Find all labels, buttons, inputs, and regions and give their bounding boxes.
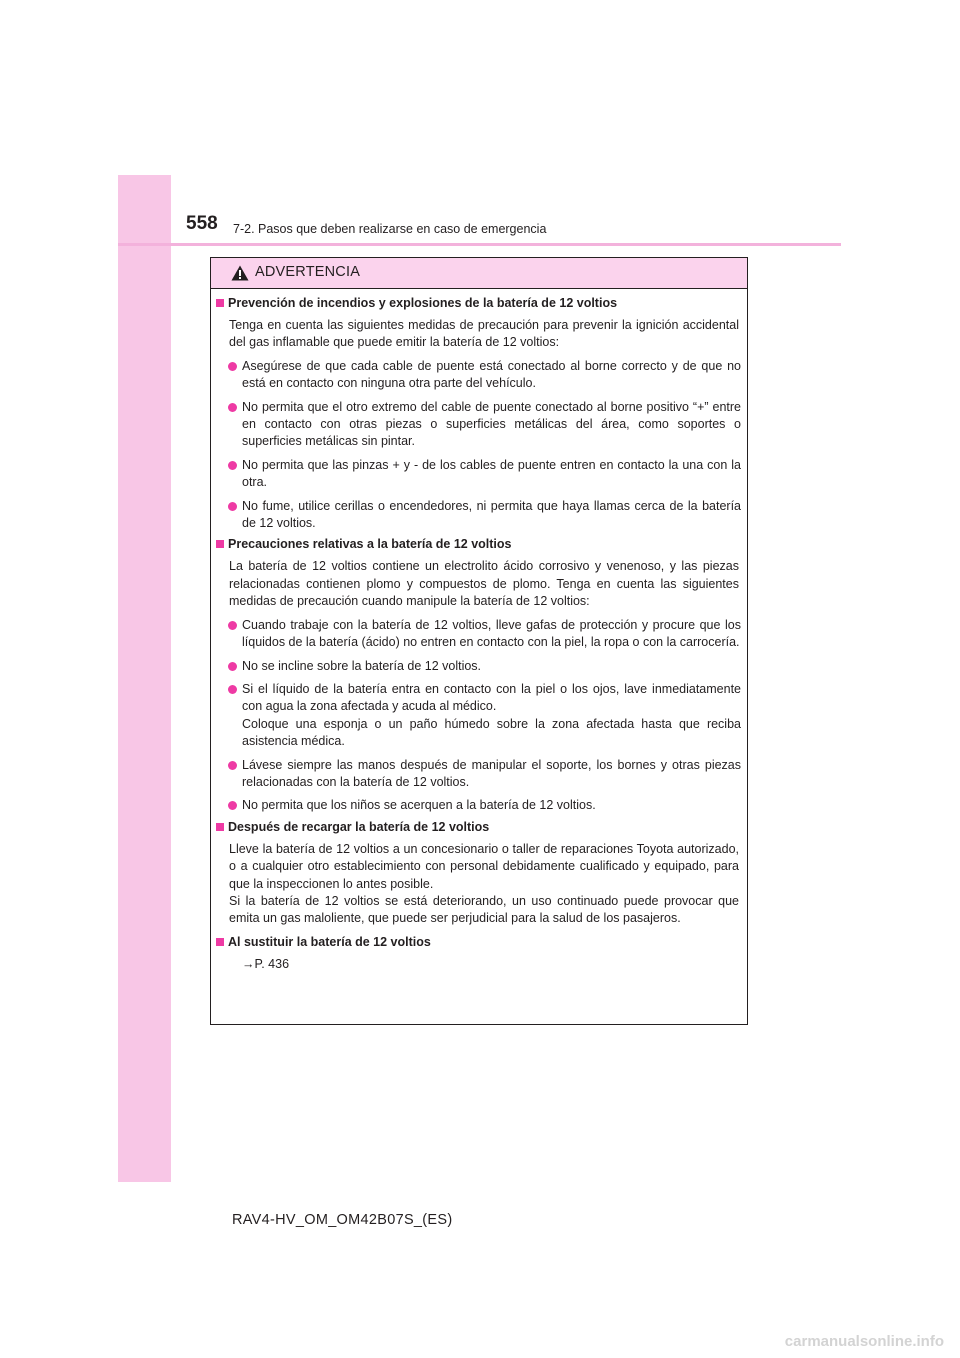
square-bullet-icon xyxy=(216,540,224,548)
circle-bullet-icon xyxy=(228,621,237,630)
list-item: No permita que los niños se acerquen a la batería de 12 voltios. xyxy=(211,797,747,814)
circle-bullet-icon xyxy=(228,761,237,770)
warning-box xyxy=(210,257,748,1025)
circle-bullet-icon xyxy=(228,801,237,810)
list-item: No fume, utilice cerillas o encendedores, ni permita que haya llamas cerca de la batería de 12 voltios. xyxy=(211,498,747,533)
watermark: carmanualsonline.info xyxy=(784,1333,944,1350)
section-body: Lleve la batería de 12 voltios a un concesionario o taller de reparaciones Toyota autorizado, o a cualquier otro establecimiento con personal debidamente cualificado y equipado, para que la inspeccionen lo antes posible. Si la batería de 12 voltios se está deteriorando, un uso continuado puede provocar que emita un gas maloliente, que puede ser perjudicial para la salud de los pasajeros. xyxy=(229,841,739,926)
circle-bullet-icon xyxy=(228,502,237,511)
circle-bullet-icon xyxy=(228,362,237,371)
warning-title: ADVERTENCIA xyxy=(255,264,361,280)
page-reference-link[interactable]: →P. 436 xyxy=(242,956,290,971)
side-band xyxy=(118,175,171,1182)
warning-triangle-icon xyxy=(231,265,249,281)
list-item: Si el líquido de la batería entra en contacto con la piel o los ojos, lave inmediatamente con agua la zona afectada y acuda al médico. Coloque una esponja o un paño húmedo sobre la zona afectada hasta que reciba asistencia médica. xyxy=(211,681,747,751)
list-item: No se incline sobre la batería de 12 voltios. xyxy=(211,658,747,675)
list-item: Asegúrese de que cada cable de puente está conectado al borne correcto y de que no está en contacto con ninguna otra parte del vehículo. xyxy=(211,358,747,393)
page-number: 558 xyxy=(186,213,218,234)
square-bullet-icon xyxy=(216,938,224,946)
circle-bullet-icon xyxy=(228,662,237,671)
section-heading: Prevención de incendios y explosiones de la batería de 12 voltios xyxy=(211,295,747,312)
list-item: No permita que el otro extremo del cable de puente conectado al borne positivo “+” entre en contacto con otras piezas o superficies metálicas del área, como soportes o superficies metálicas sin pintar. xyxy=(211,399,747,451)
warning-header xyxy=(211,258,747,289)
list-item: Cuando trabaje con la batería de 12 voltios, lleve gafas de protección y procure que los líquidos de la batería (ácido) no entren en contacto con la piel, la ropa o con la carrocería. xyxy=(211,617,747,652)
square-bullet-icon xyxy=(216,823,224,831)
section-heading: Precauciones relativas a la batería de 12 voltios xyxy=(211,536,747,553)
section-title: 7-2. Pasos que deben realizarse en caso de emergencia xyxy=(233,222,547,236)
section-intro: La batería de 12 voltios contiene un electrolito ácido corrosivo y venenoso, y las piezas relacionadas contienen plomo y compuestos de plomo. Tenga en cuenta las siguientes medidas de precaución cuando manipule la batería de 12 voltios: xyxy=(229,559,739,609)
circle-bullet-icon xyxy=(228,461,237,470)
square-bullet-icon xyxy=(216,299,224,307)
list-item: No permita que las pinzas + y - de los cables de puente entren en contacto la una con la otra. xyxy=(211,457,747,492)
model-code: RAV4-HV_OM_OM42B07S_(ES) xyxy=(232,1212,453,1228)
section-intro: Tenga en cuenta las siguientes medidas de precaución para prevenir la ignición accidental del gas inflamable que puede emitir la batería de 12 voltios: xyxy=(229,318,739,350)
warning-content xyxy=(211,295,747,973)
section-heading: Después de recargar la batería de 12 voltios xyxy=(211,819,747,836)
header-rule xyxy=(118,243,841,246)
section-heading: Al sustituir la batería de 12 voltios xyxy=(211,934,747,951)
circle-bullet-icon xyxy=(228,685,237,694)
circle-bullet-icon xyxy=(228,403,237,412)
list-item: Lávese siempre las manos después de manipular el soporte, los bornes y otras piezas relacionadas con la batería de 12 voltios. xyxy=(211,757,747,792)
